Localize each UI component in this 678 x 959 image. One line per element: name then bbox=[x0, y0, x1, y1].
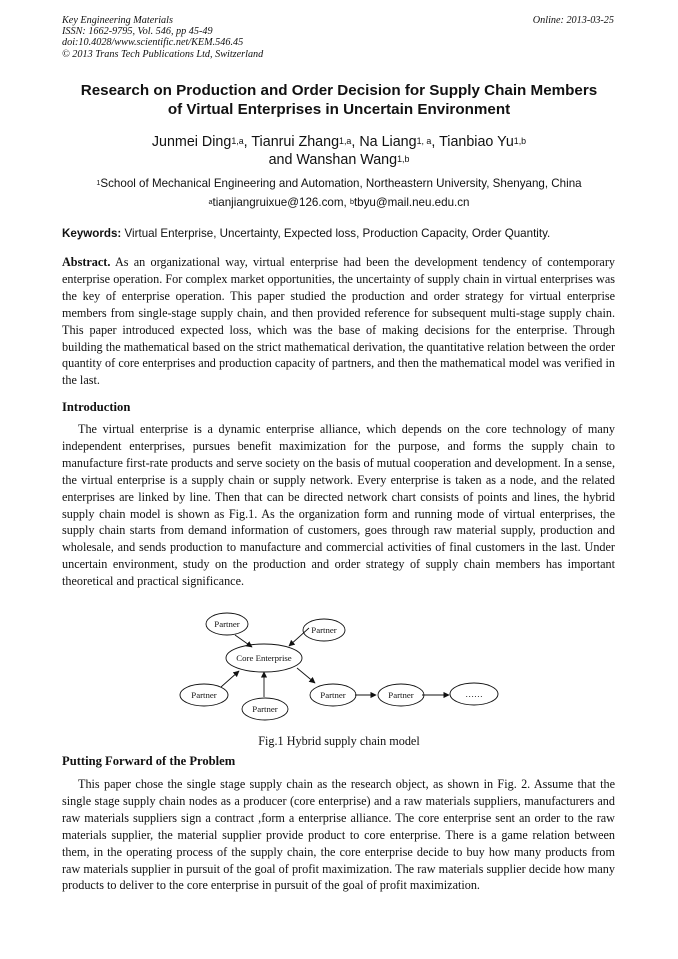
node-label: Partner bbox=[252, 704, 278, 714]
node-label: Partner bbox=[311, 625, 337, 635]
figure-caption: Fig.1 Hybrid supply chain model bbox=[258, 734, 420, 748]
affiliation-sup: 1 bbox=[96, 178, 101, 188]
issn-line: ISSN: 1662-9795, Vol. 546, pp 45-49 bbox=[62, 26, 213, 38]
author-separator: , bbox=[431, 134, 436, 150]
title-line-1: Research on Production and Order Decision for Supply Chain Members bbox=[80, 82, 598, 99]
doi-line: doi:10.4028/www.scientific.net/KEM.546.45 bbox=[62, 37, 244, 49]
author-name: Tianbiao Yu bbox=[439, 134, 514, 150]
edge-core-mid bbox=[297, 668, 315, 683]
section-heading-problem: Putting Forward of the Problem bbox=[62, 754, 236, 768]
email-sup: b bbox=[349, 197, 354, 207]
email-list bbox=[40, 196, 638, 210]
node-label: Partner bbox=[214, 619, 240, 629]
online-date: Online: 2013-03-25 bbox=[532, 15, 614, 26]
author-sup: 1,a bbox=[231, 136, 244, 147]
author-name: Wanshan Wang bbox=[296, 152, 398, 168]
node-label: …… bbox=[465, 689, 483, 699]
email-address: tbyu@mail.neu.edu.cn bbox=[353, 196, 470, 209]
author-and: and bbox=[268, 152, 293, 168]
abstract-label: Abstract. bbox=[62, 255, 111, 269]
author-separator: , bbox=[243, 134, 248, 150]
node-label: Core Enterprise bbox=[236, 653, 292, 663]
email-sup: a bbox=[208, 197, 213, 207]
journal-header bbox=[62, 15, 263, 60]
author-line-2 bbox=[40, 151, 638, 169]
title-line-2: of Virtual Enterprises in Uncertain Environment bbox=[167, 101, 511, 118]
node-label: Partner bbox=[388, 690, 414, 700]
affiliation bbox=[40, 177, 638, 191]
email-address: tianjiangruixue@126.com, bbox=[212, 196, 347, 209]
hybrid-supply-chain-diagram bbox=[165, 608, 505, 728]
introduction-paragraph: The virtual enterprise is a dynamic enterprise alliance, which depends on the core technology of many independent enterprises, pursues benefit maximization for the purpose, and forms the supply chain to manufacture first-rate products and serve society on the basis of mutual cooperation and development. In a sense, the virtual enterprise is a supply chain or supply network. Every enterprise is taken as a node, and the related enterprises are linked by line. Then that can be directed network chart consists of points and lines, the hybrid supply chain model is shown as Fig.1. As the organization form and running mode of virtual enterprises, the supply chain starts from demand information of customers, goes through raw material supply, production and wholesale, and sends production to manufacture and commercial activities of final customers in the last. Under uncertain environment, study on the production and order strategy of supply chain members has important theoretical and practical significance. bbox=[62, 422, 615, 589]
journal-name: Key Engineering Materials bbox=[62, 15, 173, 26]
paper-title bbox=[40, 81, 638, 119]
keywords-text: Virtual Enterprise, Uncertainty, Expected loss, Production Capacity, Order Quantity. bbox=[124, 227, 551, 240]
author-sup: 1,b bbox=[513, 136, 527, 147]
abstract bbox=[62, 254, 615, 389]
node-label: Partner bbox=[191, 690, 217, 700]
copyright-line: © 2013 Trans Tech Publications Ltd, Switzerland bbox=[62, 48, 264, 60]
author-sup: 1,b bbox=[397, 154, 410, 165]
problem-paragraph: This paper chose the single stage supply chain as the research object, as shown in Fig. 2. Assume that the single stage supply chain nodes as a producer (core enterprise) and a raw materials suppliers, manufacturers and raw materials suppliers sign a contract ,form a enterprise alliance. The core enterprise sent an order to the raw materials supplier, the material supplier provide product to core enterprise. There is a game relation between them, in the operating process of the supply chain, the core enterprise decide to buy how many products from raw materials supplier in pursuit of the goal of profit maximization. The raw materials supplier decide how many products to deliver to the core enterprise in pursuit of the goal of profit maximization. bbox=[62, 777, 615, 893]
author-list bbox=[40, 133, 638, 169]
author-name: Na Liang bbox=[359, 134, 417, 150]
author-name: Junmei Ding bbox=[151, 134, 232, 150]
author-separator: , bbox=[351, 134, 356, 150]
author-name: Tianrui Zhang bbox=[251, 134, 340, 150]
section-heading-introduction: Introduction bbox=[62, 400, 131, 414]
keywords-label: Keywords: bbox=[62, 227, 122, 240]
author-line-1 bbox=[40, 133, 638, 151]
edge-topright-core bbox=[289, 628, 309, 646]
keywords bbox=[62, 227, 615, 241]
edge-left-core bbox=[221, 671, 239, 687]
author-sup: 1, a bbox=[416, 136, 432, 147]
abstract-text: As an organizational way, virtual enterprise had been the development tendency of contemporary enterprise operation. For complex market opportunities, the uncertainty of supply chain in virtual enterprises was the key of enterprise operation. This paper studied the production and order strategy for virtual enterprise members from single-stage supply chain, and then provided reference for subsequent multi-stage supply chain. This paper introduced expected loss, which was the base of making decisions for the enterprise. Through building the mathematical based on the strict mathematical derivation, the quantitative relation between the order quantity of core enterprises and production capacity of partners, and then the mathematical model was verified in the last. bbox=[62, 255, 615, 388]
author-sup: 1,a bbox=[339, 136, 352, 147]
affiliation-text: School of Mechanical Engineering and Automation, Northeastern University, Shenyang, China bbox=[100, 177, 582, 190]
node-label: Partner bbox=[320, 690, 346, 700]
